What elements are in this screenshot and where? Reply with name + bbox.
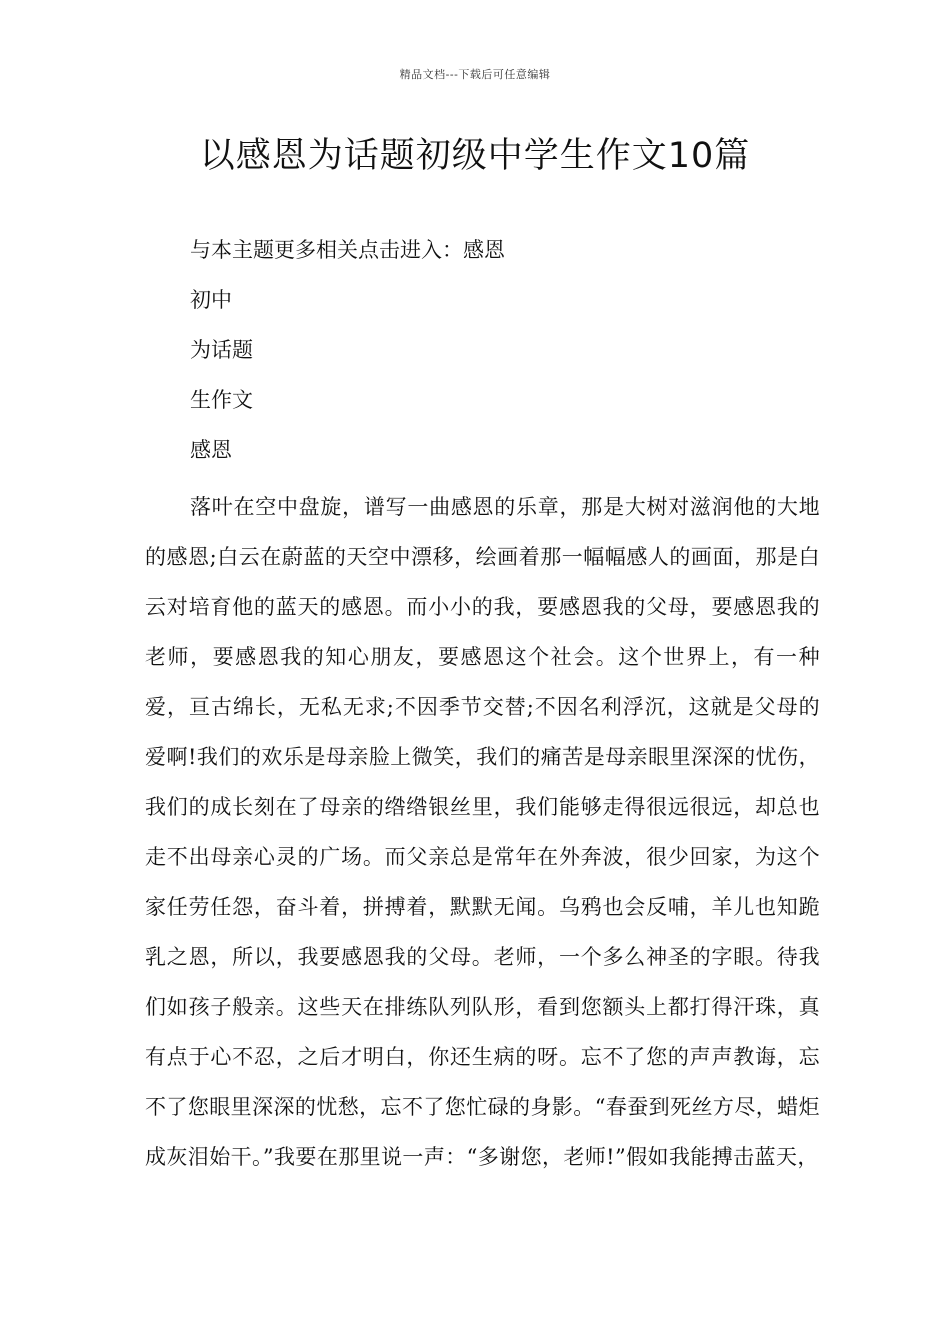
topic-line-related: 与本主题更多相关点击进入：感恩 (190, 238, 505, 262)
topic-line-student-essay: 生作文 (190, 388, 253, 412)
body-paragraph: 落叶在空中盘旋，谱写一曲感恩的乐章，那是大树对滋润他的大地的感恩;白云在蔚蓝的天空中漂移，绘画着那一幅幅感人的画面，那是白云对培育他的蓝天的感恩。而小小的我，要感恩我的父母，要感恩我的老师，要感恩我的知心朋友，要感恩这个社会。这个世界上，有一种爱，亘古绵长，无私无求;不因季节交替;不因名利浮沉，这就是父母的爱啊!我们的欢乐是母亲脸上微笑，我们的痛苦是母亲眼里深深的忧伤，我们的成长刻在了母亲的绺绺银丝里，我们能够走得很远很远，却总也走不出母亲心灵的广场。而父亲总是常年在外奔波，很少回家，为这个家任劳任怨，奋斗着，拼搏着，默默无闻。乌鸦也会反哺，羊儿也知跪乳之恩，所以，我要感恩我的父母。老师，一个多么神圣的字眼。待我们如孩子般亲。这些天在排练队列队形，看到您额头上都打得汗珠，真有点于心不忍，之后才明白，你还生病的呀。忘不了您的声声教诲，忘不了您眼里深深的忧愁，忘不了您忙碌的身影。“春蚕到死丝方尽，蜡炬成灰泪始干。”我要在那里说一声：“多谢您，老师!”假如我能搏击蓝天， (145, 495, 820, 1169)
topic-line-gratitude: 感恩 (190, 438, 232, 462)
header-note: 精品文档---下载后可任意编辑 (399, 68, 551, 81)
document-title: 以感恩为话题初级中学生作文10篇 (199, 136, 751, 176)
topic-lines (190, 232, 830, 482)
topic-line-as-topic: 为话题 (190, 338, 253, 362)
topic-line-junior-high: 初中 (190, 288, 232, 312)
